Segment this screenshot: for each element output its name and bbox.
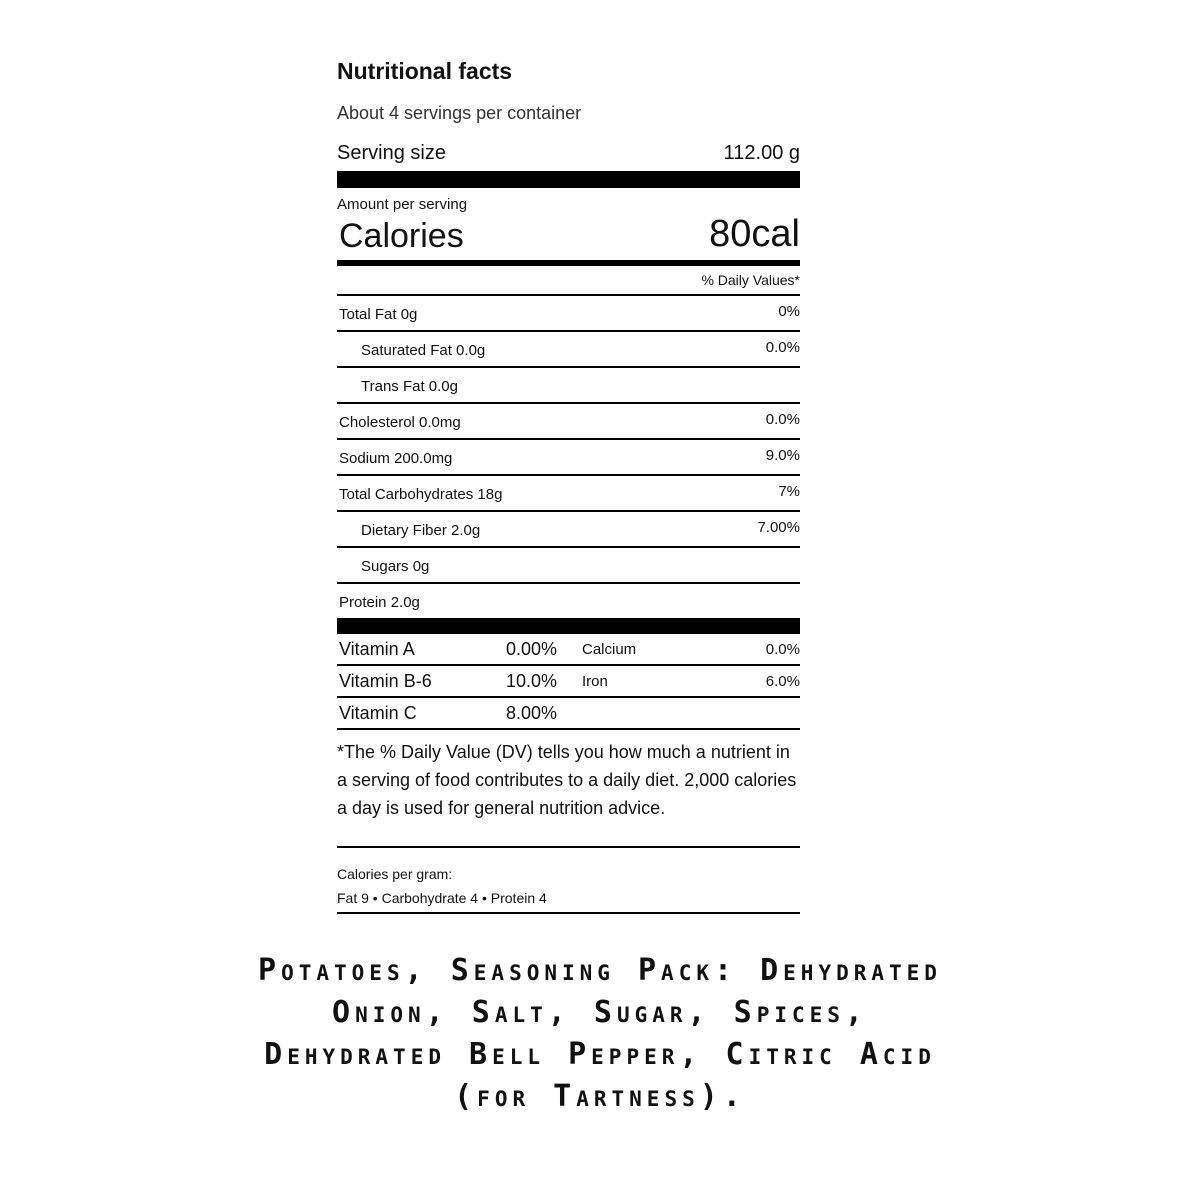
nutrient-row [337,296,800,332]
amount-per-serving: Amount per serving [337,196,468,213]
nutrient-dv: 0% [778,303,800,320]
nutrient-dv: 0.0% [765,411,800,428]
daily-value-footnote: *The % Daily Value (DV) tells you how much a nutrient in a serving of food contributes to a daily diet. 2,000 calories a day is used for general nutrition advice. [337,730,800,848]
nutrient-name: Trans Fat 0.0g [361,378,458,395]
mineral-name: Calcium [582,640,637,658]
nutrient-name: Saturated Fat 0.0g [361,342,486,359]
vitamin-name: Vitamin B-6 [339,670,432,691]
nutrient-dv: 9.0% [765,447,800,464]
divider-thick [337,171,800,188]
mineral-value: 6.0% [765,672,800,690]
nutrient-row [337,332,800,368]
vitamin-value: 8.00% [505,702,557,723]
calories-per-gram [337,848,800,914]
serving-size-value: 112.00 g [723,141,800,164]
calories-per-gram-values: Fat 9 • Carbohydrate 4 • Protein 4 [337,890,547,906]
mineral-name: Iron [582,672,608,690]
nutrient-row [337,548,800,584]
nutrient-name: Dietary Fiber 2.0g [361,522,481,539]
nutrient-dv: 0.0% [765,339,800,356]
nutrient-row [337,512,800,548]
vitamin-name: Vitamin A [339,638,415,659]
calories-per-gram-label: Calories per gram: [337,866,453,882]
nutrient-row [337,368,800,404]
calories-label: Calories [339,217,464,255]
calories-row [337,214,800,256]
label-title: Nutritional facts [337,58,513,84]
nutrient-name: Total Fat 0g [339,306,418,323]
vitamin-value: 0.00% [505,638,557,659]
servings-per-container: About 4 servings per container [337,103,582,123]
nutrient-row [337,440,800,476]
nutrient-dv: 7% [778,483,800,500]
serving-size-label: Serving size [337,141,446,164]
nutrient-name: Sodium 200.0mg [339,450,453,467]
daily-values-header: % Daily Values* [337,266,800,296]
nutrient-name: Protein 2.0g [339,594,420,611]
ingredients-text: Potatoes, Seasoning Pack: Dehydrated Onion, Salt, Sugar, Spices, Dehydrated Bell Pepper, Citric Acid (for Tartness). [258,953,942,1114]
vitamin-value: 10.0% [505,670,557,691]
vitamin-row [337,666,800,698]
nutrient-dv: 7.00% [757,519,800,536]
divider-thick [337,618,800,634]
nutrient-row [337,584,800,618]
vitamin-name: Vitamin C [339,702,417,723]
nutrient-name: Total Carbohydrates 18g [339,486,503,503]
nutrient-row [337,476,800,512]
vitamin-row [337,698,800,730]
nutrition-label [337,48,800,914]
nutrient-name: Cholesterol 0.0mg [339,414,461,431]
serving-size-row [337,138,800,168]
mineral-value: 0.0% [765,640,800,658]
nutrient-name: Sugars 0g [361,558,430,575]
calories-value: 80cal [709,213,800,255]
vitamin-row [337,634,800,666]
nutrient-row [337,404,800,440]
